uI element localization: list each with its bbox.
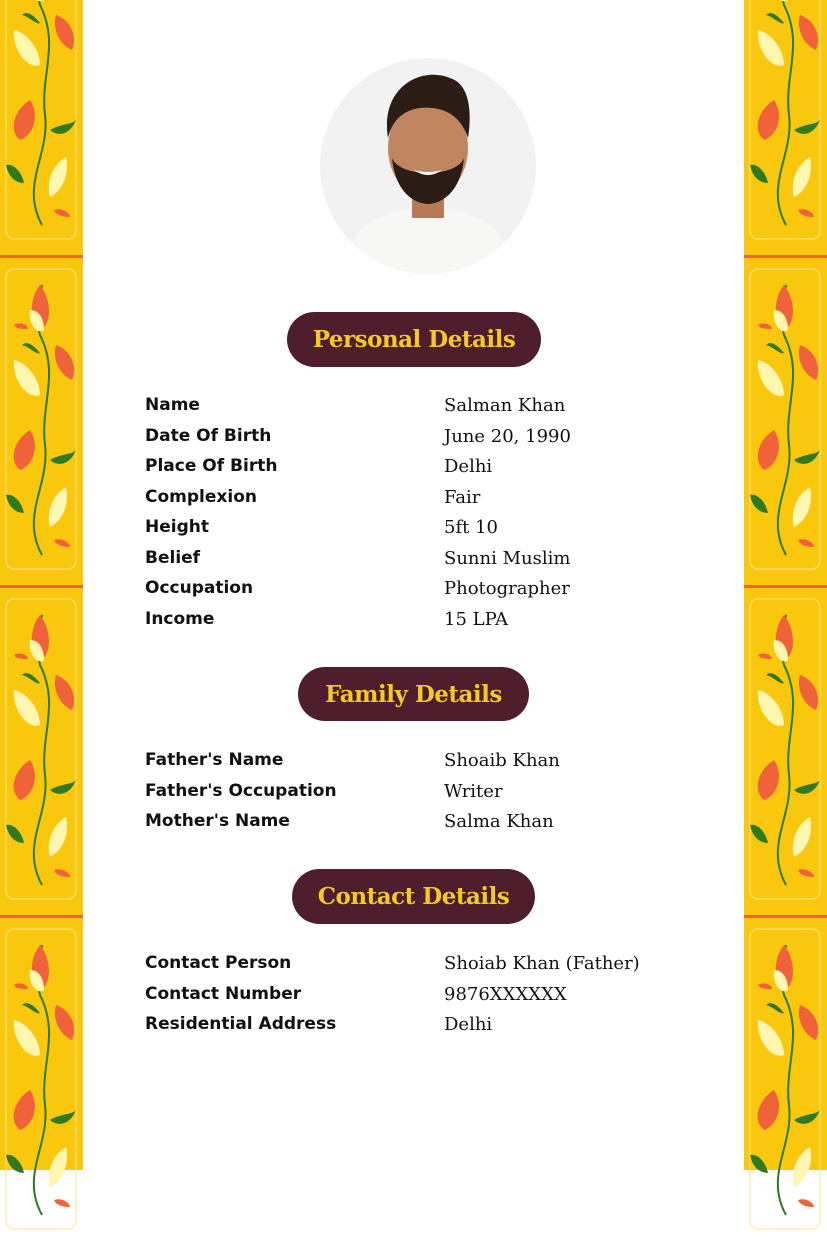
floral-panel [0, 255, 83, 585]
detail-value: Delhi [444, 456, 493, 477]
detail-value: 9876XXXXXX [444, 983, 567, 1005]
detail-row [145, 953, 705, 983]
floral-panel [744, 0, 827, 255]
detail-value: June 20, 1990 [444, 425, 571, 447]
detail-label: Date Of Birth [145, 425, 272, 446]
detail-label: Contact Number [145, 983, 302, 1004]
detail-label: Contact Person [145, 953, 292, 973]
left-floral-border [0, 0, 83, 1170]
person-photo-icon [320, 58, 536, 274]
detail-value: Delhi [444, 1014, 493, 1035]
floral-panel-icon [0, 585, 83, 915]
floral-panel-icon [0, 0, 83, 255]
detail-row [145, 426, 705, 456]
detail-value: Photographer [444, 578, 570, 599]
detail-label: Belief [145, 547, 201, 568]
detail-row [145, 781, 705, 811]
detail-label: Father's Name [145, 750, 284, 770]
detail-row [145, 487, 705, 517]
detail-value: Shoiab Khan (Father) [444, 953, 640, 974]
detail-row [145, 1014, 705, 1044]
detail-row [145, 984, 705, 1014]
detail-label: Occupation [145, 578, 254, 598]
floral-panel-icon [744, 0, 827, 255]
floral-panel [744, 585, 827, 915]
detail-value: Shoaib Khan [444, 750, 560, 771]
detail-value: Salma Khan [444, 811, 554, 832]
detail-label: Complexion [145, 486, 257, 507]
profile-photo [320, 58, 536, 274]
detail-row [145, 548, 705, 578]
detail-label: Mother's Name [145, 811, 290, 831]
personal-details-heading: Personal Details [287, 312, 541, 367]
detail-row [145, 456, 705, 486]
detail-row [145, 395, 705, 425]
floral-panel-icon [0, 255, 83, 585]
floral-panel [744, 915, 827, 1245]
detail-value: 5ft 10 [444, 517, 498, 538]
floral-panel [744, 255, 827, 585]
detail-row [145, 578, 705, 608]
floral-panel-icon [744, 915, 827, 1245]
detail-value: Salman Khan [444, 395, 566, 416]
detail-row [145, 517, 705, 547]
floral-panel [0, 915, 83, 1245]
detail-value: 15 LPA [444, 608, 509, 630]
detail-label: Income [145, 608, 215, 629]
detail-row [145, 811, 705, 841]
floral-panel-icon [0, 915, 83, 1245]
detail-label: Height [145, 517, 209, 537]
detail-row [145, 750, 705, 780]
right-floral-border [744, 0, 827, 1170]
detail-value: Sunni Muslim [444, 547, 571, 569]
detail-row [145, 609, 705, 639]
detail-label: Residential Address [145, 1014, 337, 1034]
family-details-heading: Family Details [298, 667, 529, 721]
detail-label: Father's Occupation [145, 780, 337, 801]
floral-panel-icon [744, 255, 827, 585]
floral-panel-icon [744, 585, 827, 915]
detail-value: Writer [444, 780, 503, 802]
contact-details-heading: Contact Details [292, 869, 535, 924]
detail-value: Fair [444, 486, 481, 508]
floral-panel [0, 585, 83, 915]
detail-label: Place Of Birth [145, 456, 278, 476]
floral-panel [0, 0, 83, 255]
detail-label: Name [145, 395, 200, 415]
